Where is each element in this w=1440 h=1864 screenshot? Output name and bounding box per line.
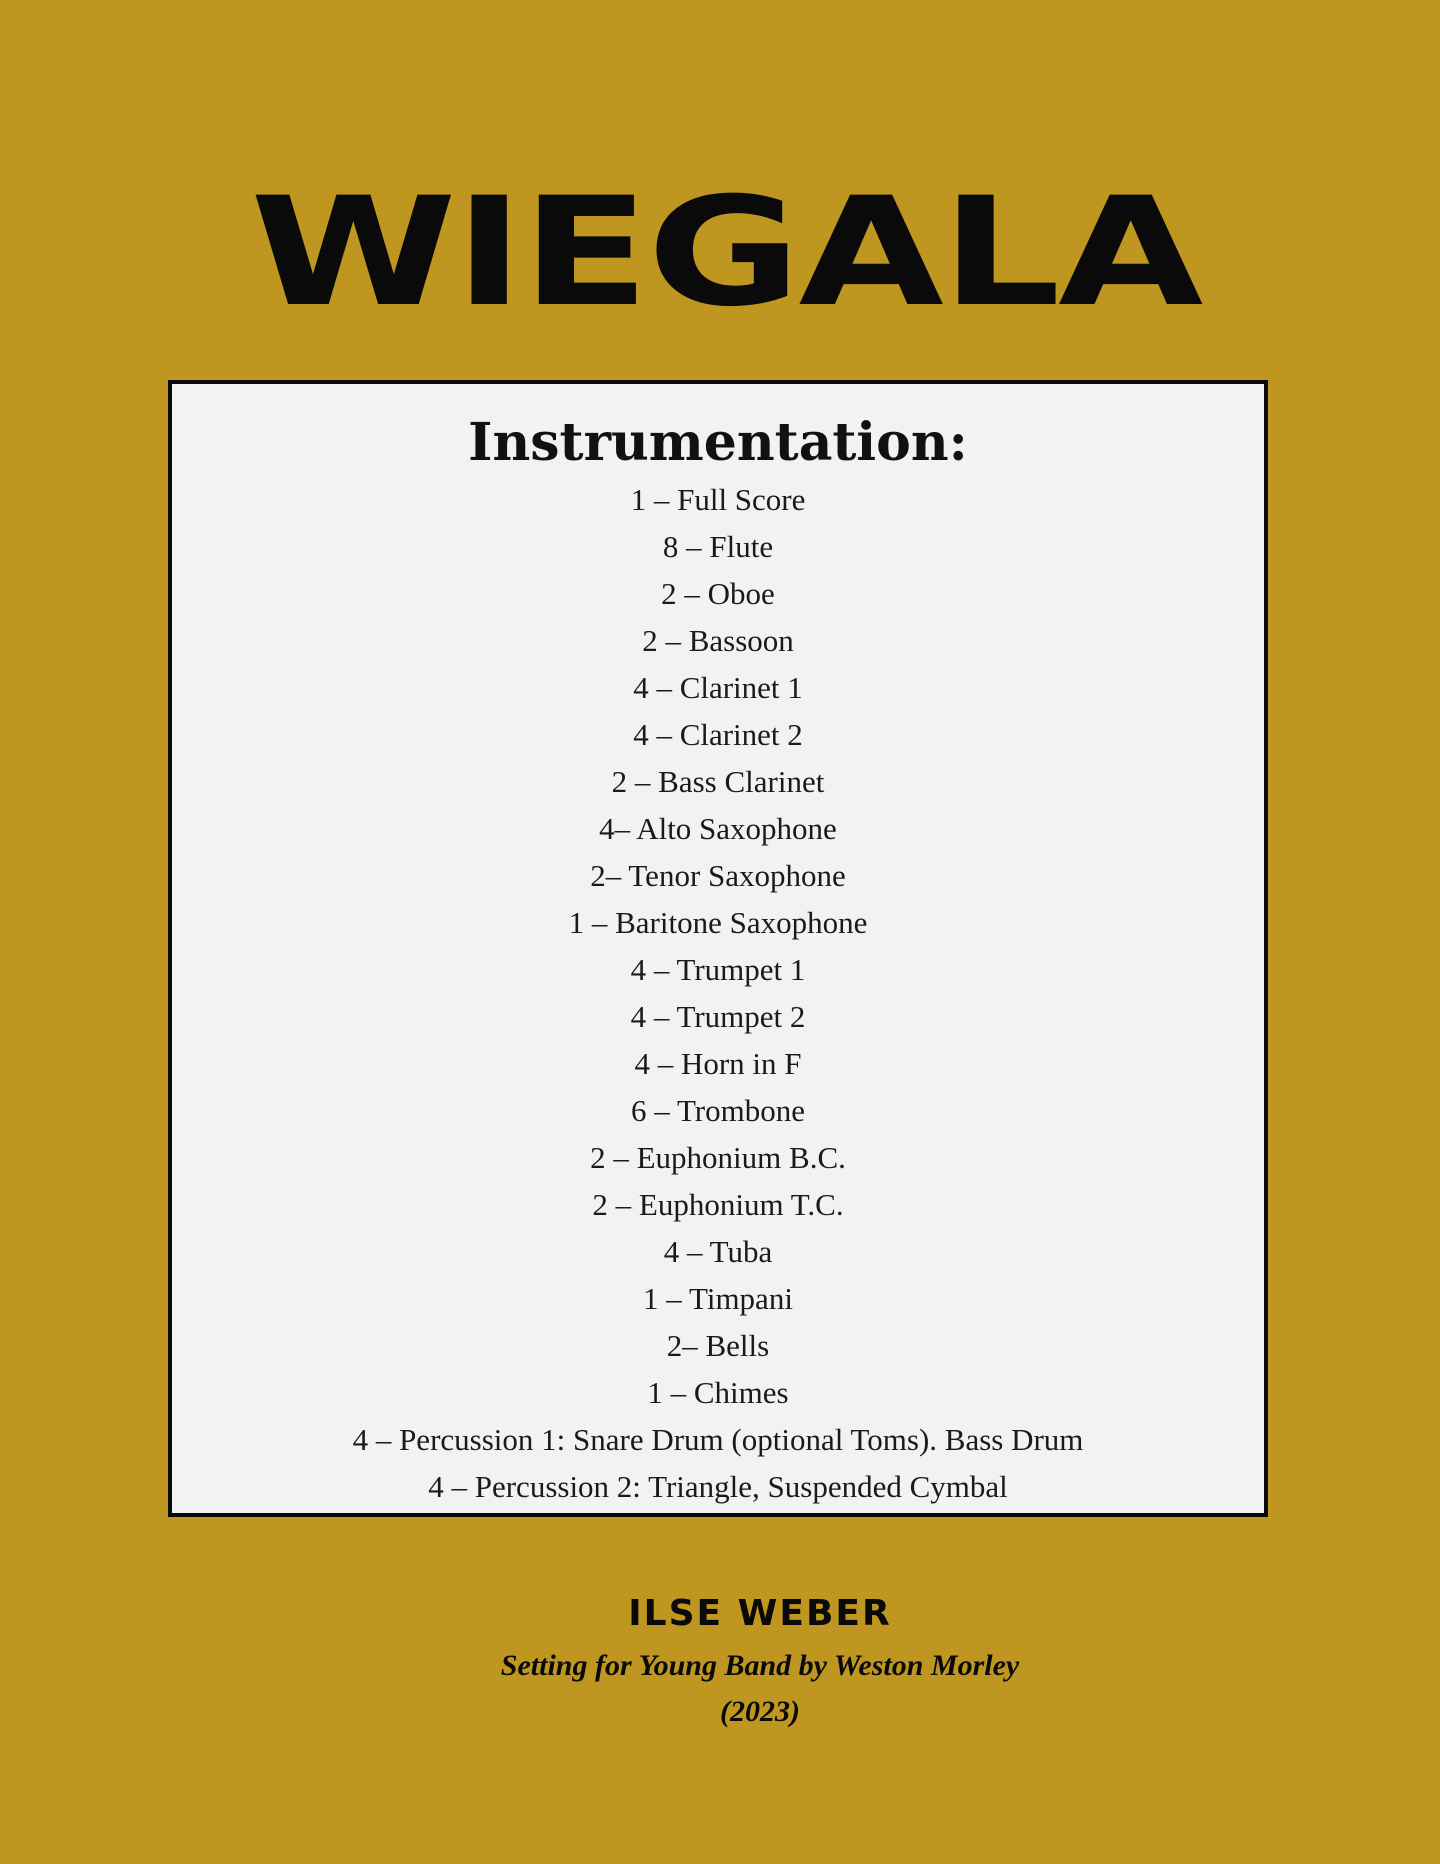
publication-year: (2023) [720,1695,800,1728]
instrument-item: 4 – Trumpet 2 [630,999,806,1034]
instrument-item: 8 – Flute [662,529,774,564]
instrument-item: 2 – Euphonium T.C. [592,1187,844,1222]
instrument-item: 2 – Bass Clarinet [611,764,825,799]
composer-name: ILSE WEBER [628,1593,892,1634]
instrument-item: 4– Alto Saxophone [599,811,837,846]
instrument-item: 4 – Tuba [663,1234,773,1269]
instrument-item: 4 – Horn in F [634,1046,802,1081]
instrument-item: 4 – Clarinet 1 [633,670,803,705]
instrument-item: 2– Bells [666,1328,770,1363]
instrument-item: 2 – Bassoon [642,623,794,658]
instrumentation-heading: Instrumentation: [468,412,968,473]
instrument-item: 1 – Full Score [630,482,806,517]
instrument-item: 6 – Trombone [631,1093,805,1128]
instrument-item: 1 – Chimes [647,1375,789,1410]
instrumentation-panel [168,380,1268,1517]
instrument-item: 4 – Trumpet 1 [630,952,806,987]
instrumentation-list [172,476,1264,1510]
instrument-item: 4 – Percussion 2: Triangle, Suspended Cymbal [428,1469,1008,1504]
page-title: WIEGALA [250,166,1201,340]
arrangement-credit: Setting for Young Band by Weston Morley [500,1649,1020,1682]
instrument-item: 2– Tenor Saxophone [590,858,846,893]
instrument-item: 1 – Baritone Saxophone [568,905,868,940]
instrument-item: 4 – Clarinet 2 [633,717,803,752]
instrument-item: 2 – Oboe [661,576,775,611]
instrument-item: 2 – Euphonium B.C. [590,1140,846,1175]
instrument-item: 4 – Percussion 1: Snare Drum (optional Toms). Bass Drum [352,1422,1084,1457]
instrument-item: 1 – Timpani [643,1281,793,1316]
